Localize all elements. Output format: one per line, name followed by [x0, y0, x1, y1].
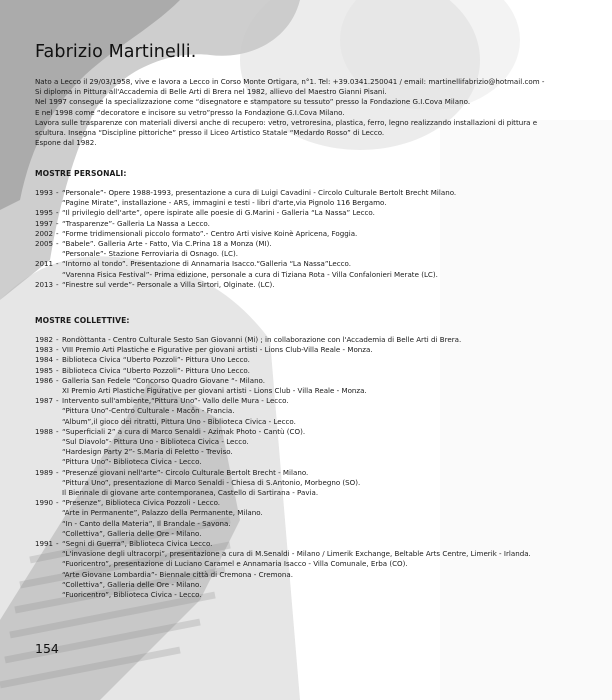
exhibition-lines: [62, 366, 250, 376]
exhibition-line: Rondòttanta - Centro Culturale Sesto San Giovanni (Mi) ; in collaborazione con l'Accademia di Belle Arti di Brera.: [62, 335, 462, 344]
exhibition-line: “Pittura Uno”-Centro Culturale - Macôn - Francia.: [62, 406, 235, 416]
collective-exhibitions-list: [35, 335, 605, 600]
exhibition-line: “Fuoricentro”, presentazione di Luciano Caramel e Annamaria Isacco - Villa Comunale, Erba (CO).: [62, 559, 408, 569]
year-separator: -: [56, 279, 59, 289]
exhibition-line: “Segni di Guerra”, Biblioteca Civica Lecco.: [62, 539, 213, 549]
exhibition-line: “Hardesign Party 2”- S.Maria di Feletto - Treviso.: [62, 447, 233, 457]
page-number: 154: [35, 641, 59, 656]
exhibition-line: “Pittura Uno”, presentazione di Marco Senaldi - Chiesa di S.Antonio, Morbegno (SO).: [62, 477, 361, 487]
bio-line: E nel 1998 come “decoratore e incisore su vetro”presso la Fondazione G.I.Cova Milano.: [35, 107, 345, 117]
exhibition-line: Il Biennale di giovane arte contemporanea, Castello di Sartirana - Pavia.: [62, 488, 319, 498]
exhibition-entry: [35, 427, 605, 468]
exhibition-entry: [35, 468, 605, 499]
year-separator: -: [56, 188, 59, 197]
year-separator: -: [56, 396, 59, 406]
exhibition-line: VIII Premio Arti Plastiche e Figurative per giovani artisti - Lions Club-Villa Reale - Monza.: [62, 345, 373, 355]
exhibition-line: “Babele”. Galleria Arte - Fatto, Via C.Prina 18 a Monza (MI).: [62, 239, 272, 249]
exhibition-year: 2002: [35, 228, 54, 238]
page-title: Fabrizio Martinelli.: [35, 42, 197, 62]
exhibition-year: 1985: [35, 365, 54, 375]
exhibition-line: “Presenze”, Biblioteca Civica Pozzoli - Lecco.: [62, 498, 221, 508]
bio-line: Si diploma in Pittura all'Accademia di Belle Arti di Brera nel 1982, allievo del Maestro Gianni Pisani.: [35, 87, 387, 97]
exhibition-line: “Collettiva”, Galleria delle Ore - Milano.: [62, 579, 202, 589]
year-separator: -: [56, 239, 59, 249]
exhibition-lines: [62, 280, 275, 290]
exhibition-line: “Il privilegio dell'arte”, opere ispirate alle poesie di G.Marini - Galleria “La Nassa” Lecco.: [62, 208, 375, 218]
year-separator: -: [56, 218, 59, 228]
year-separator: -: [56, 355, 59, 365]
year-separator: -: [56, 498, 59, 508]
exhibition-line: “Forme tridimensionali piccolo formato”.- Centro Arti visive Koinè Apricena, Foggia.: [62, 228, 358, 238]
exhibition-line: “Intorno al tondo”. Presentazione di Annamaria Isacco.“Galleria “La Nassa”Lecco.: [62, 259, 352, 269]
exhibition-lines: [62, 259, 438, 279]
exhibition-year: 1997: [35, 218, 54, 228]
exhibition-year: 1991: [35, 539, 54, 549]
exhibition-lines: [62, 539, 531, 600]
year-separator: -: [56, 375, 59, 385]
exhibition-lines: [62, 396, 296, 427]
bio-line: Espone dal 1982.: [35, 138, 97, 148]
exhibition-year: 2005: [35, 239, 54, 249]
exhibition-entry: [35, 366, 605, 376]
exhibition-entry: [35, 376, 605, 396]
exhibition-year: 1995: [35, 208, 54, 218]
biography: [35, 77, 605, 148]
year-separator: -: [56, 228, 59, 238]
exhibition-line: “L'invasione degli ultracorpi”, presentazione a cura di M.Senaldi - Milano / Limerik Exchange, Beltable Arts Centre, Limerik - Irlanda.: [62, 549, 531, 559]
exhibition-lines: [62, 355, 250, 365]
exhibition-line: Biblioteca Civica “Uberto Pozzoli”- Pittura Uno Lecco.: [62, 355, 250, 365]
exhibition-year: 1984: [35, 355, 54, 365]
exhibition-entry: [35, 229, 605, 239]
bio-line: scultura. Insegna “Discipline pittoriche” presso il Liceo Artistico Statale “Medardo Rosso” di Lecco.: [35, 128, 385, 138]
exhibition-line: “Arte in Permanente”, Palazzo della Permanente, Milano.: [62, 508, 263, 518]
year-separator: -: [56, 365, 59, 375]
exhibition-year: 1989: [35, 467, 54, 477]
exhibition-line: Galleria San Fedele “Concorso Quadro Giovane “- Milano.: [62, 375, 266, 385]
exhibition-lines: [62, 219, 210, 229]
year-separator: -: [56, 335, 59, 344]
exhibition-entry: [35, 498, 605, 539]
exhibition-year: 2013: [35, 279, 54, 289]
exhibition-line: “Pagine Mirate”, installazione - ARS, immagini e testi - libri d'arte,via Pignolo 116 Bergamo.: [62, 198, 387, 208]
exhibition-entry: [35, 259, 605, 279]
exhibition-lines: [62, 498, 263, 539]
exhibition-year: 1983: [35, 345, 54, 355]
exhibition-line: “Collettiva”, Galleria delle Ore - Milano.: [62, 528, 202, 538]
exhibition-line: “In - Canto della Materia”, Il Brandale - Savona.: [62, 518, 231, 528]
exhibition-lines: [62, 208, 375, 218]
bio-line: Lavora sulle trasparenze con materiali diversi anche di recupero: vetro, vetroresina, plastica, ferro, legno realizzando installazioni di pittura e: [35, 117, 538, 127]
exhibition-entry: [35, 208, 605, 218]
exhibition-lines: [62, 229, 357, 239]
exhibition-entry: [35, 219, 605, 229]
exhibition-line: Intervento sull'ambiente,“Pittura Uno”- Vallo delle Mura - Lecco.: [62, 396, 289, 406]
exhibition-year: 1988: [35, 426, 54, 436]
exhibition-line: “Fuoricentro”, Biblioteca Civica - Lecco.: [62, 590, 202, 600]
exhibition-lines: [62, 345, 373, 355]
collective-exhibitions-heading: MOSTRE COLLETTIVE:: [35, 316, 130, 325]
exhibition-lines: [62, 239, 272, 259]
exhibition-line: “Presenze giovani nell'arte”- Circolo Culturale Bertolt Brecht - Milano.: [62, 467, 309, 477]
exhibition-entry: [35, 355, 605, 365]
exhibition-year: 1987: [35, 396, 54, 406]
exhibition-line: “Pittura Uno”- Biblioteca Civica - Lecco.: [62, 457, 202, 467]
exhibition-entry: [35, 335, 605, 345]
exhibition-line: “Personale”- Opere 1988-1993, presentazione a cura di Luigi Cavadini - Circolo Culturale Bertolt Brecht Milano.: [62, 188, 457, 197]
exhibition-line: “Sul Diavolo”- Pittura Uno - Biblioteca Civica - Lecco.: [62, 437, 249, 447]
year-separator: -: [56, 467, 59, 477]
exhibition-lines: [62, 468, 360, 499]
exhibition-year: 1982: [35, 335, 54, 344]
year-separator: -: [56, 539, 59, 549]
exhibition-year: 1993: [35, 188, 54, 197]
exhibition-entry: [35, 539, 605, 600]
exhibition-line: “Album”,il gioco dei ritratti, Pittura Uno - Biblioteca Civica - Lecco.: [62, 416, 296, 426]
exhibition-year: 1986: [35, 375, 54, 385]
year-separator: -: [56, 345, 59, 355]
exhibition-lines: [62, 335, 461, 345]
exhibition-line: “Trasparenze”- Galleria La Nassa a Lecco.: [62, 218, 210, 228]
exhibition-entry: [35, 280, 605, 290]
exhibition-entry: [35, 239, 605, 259]
exhibition-line: “Superficiali 2” a cura di Marco Senaldi - Azimak Photo - Cantù (CO).: [62, 426, 306, 436]
exhibition-line: “Arte Giovane Lombardia”- Biennale città di Cremona - Cremona.: [62, 569, 293, 579]
exhibition-lines: [62, 427, 305, 468]
exhibition-entry: [35, 396, 605, 427]
year-separator: -: [56, 208, 59, 218]
personal-exhibitions-heading: MOSTRE PERSONALI:: [35, 169, 127, 178]
exhibition-line: “Personale”- Stazione Ferroviaria di Osnago. (LC).: [62, 249, 238, 259]
exhibition-lines: [62, 188, 456, 208]
exhibition-entry: [35, 188, 605, 208]
bio-line: Nel 1997 consegue la specializzazione come “disegnatore e stampatore su tessuto” presso la Fondazione G.I.Cova Milano.: [35, 97, 471, 107]
exhibition-line: Biblioteca Civica “Uberto Pozzoli”- Pittura Uno Lecco.: [62, 365, 250, 375]
exhibition-entry: [35, 345, 605, 355]
exhibition-year: 2011: [35, 259, 54, 269]
year-separator: -: [56, 259, 59, 269]
bio-line: Nato a Lecco il 29/03/1958, vive e lavora a Lecco in Corso Monte Ortigara, n°1. Tel: +39.0341.250041 / email: martinellifabrizio@hotmail.com -: [35, 77, 545, 86]
exhibition-year: 1990: [35, 498, 54, 508]
personal-exhibitions-list: [35, 188, 605, 290]
exhibition-line: “Finestre sul verde”- Personale a Villa Sirtori, Olginate. (LC).: [62, 279, 275, 289]
exhibition-line: XI Premio Arti Plastiche Figurative per giovani artisti - Lions Club - Villa Reale - Monza.: [62, 386, 367, 396]
exhibition-lines: [62, 376, 367, 396]
year-separator: -: [56, 426, 59, 436]
exhibition-line: “Varenna Fisica Festival”- Prima edizione, personale a cura di Tiziana Rota - Villa Confalonieri Merate (LC).: [62, 269, 438, 279]
